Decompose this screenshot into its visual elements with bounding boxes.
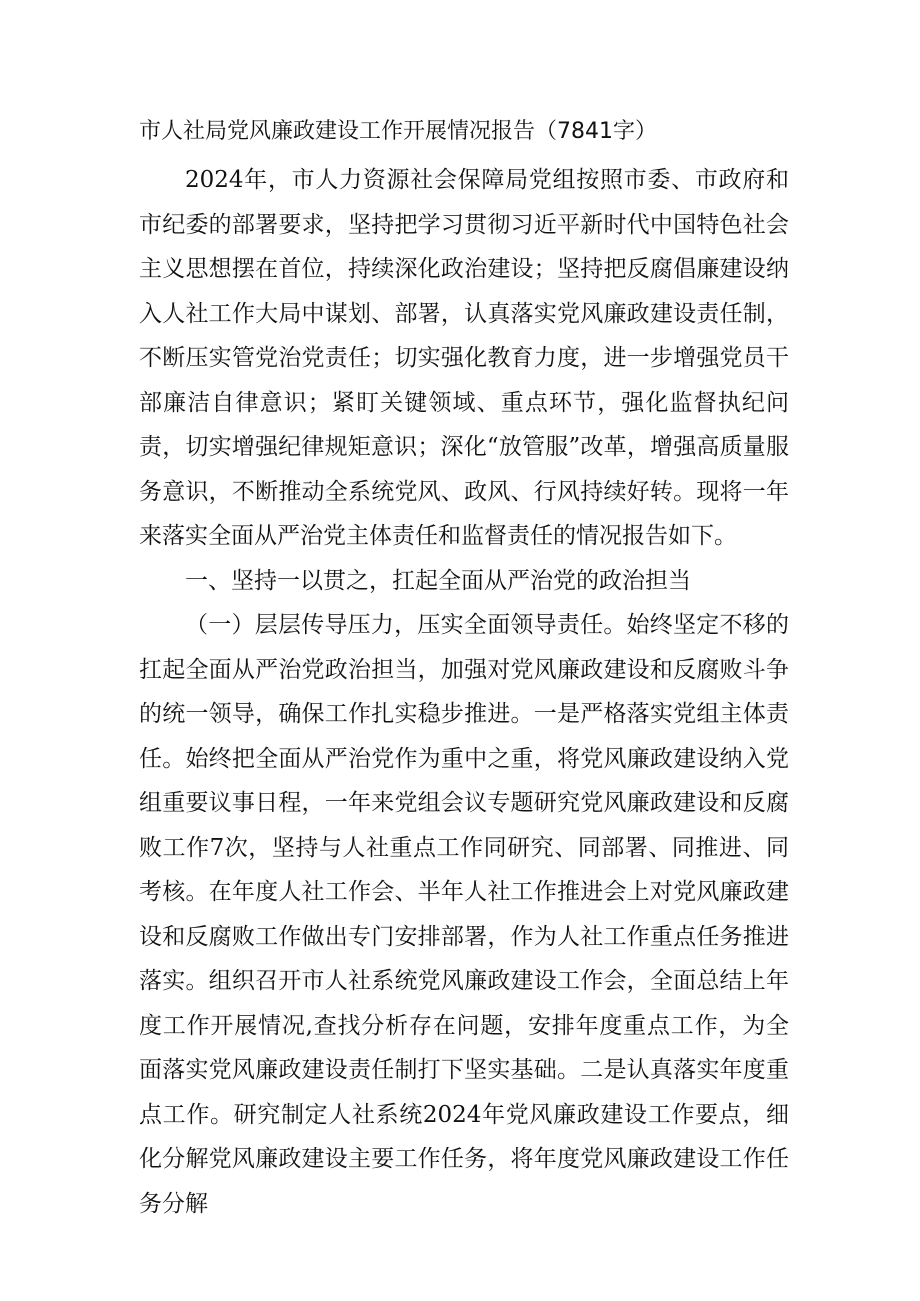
document-title: 市人社局党风廉政建设工作开展情况报告（7841字） — [139, 119, 657, 144]
section-heading: 一、坚持一以贯之，扛起全面从严治党的政治担当 — [185, 567, 691, 594]
body-paragraph: （一）层层传导压力，压实全面领导责任。始终坚定不移的扛起全面从严治党政治担当，加强对党风廉政建设和反腐败斗争的统一领导，确保工作扎实稳步推进。一是严格落实党组主体责任。始终把全面从严治党作为重中之重，将党风廉政建设纳入党组重要议事日程，一年来党组会议专题研究党风廉政建设和反腐败工作7次，坚持与人社重点工作同研究、同部署、同推进、同考核。在年度人社工作会、半年人社工作推进会上对党风廉政建设和反腐败工作做出专门安排部署，作为人社工作重点任务推进落实。组织召开市人社系统党风廉政建设工作会，全面总结上年度工作开展情况,查找分析存在问题，安排年度重点工作，为全面落实党风廉政建设责任制打下坚实基础。二是认真落实年度重点工作。研究制定人社系统2024年党风廉政建设工作要点，细化分解党风廉政建设主要工作任务，将年度党风廉政建设工作任务分解 — [139, 612, 789, 1217]
intro-paragraph: 2024年，市人力资源社会保障局党组按照市委、市政府和市纪委的部署要求，坚持把学习贯彻习近平新时代中国特色社会主义思想摆在首位，持续深化政治建设；坚持把反腐倡廉建设纳入人社工作大局中谋划、部署，认真落实党风廉政建设责任制，不断压实管党治党责任；切实强化教育力度，进一步增强党员干部廉洁自律意识；紧盯关键领域、重点环节，强化监督执纪问责，切实增强纪律规矩意识；深化“放管服”改革，增强高质量服务意识，不断推动全系统党风、政风、行风持续好转。现将一年来落实全面从严治党主体责任和监督责任的情况报告如下。 — [139, 167, 789, 549]
document-body — [139, 116, 789, 1226]
